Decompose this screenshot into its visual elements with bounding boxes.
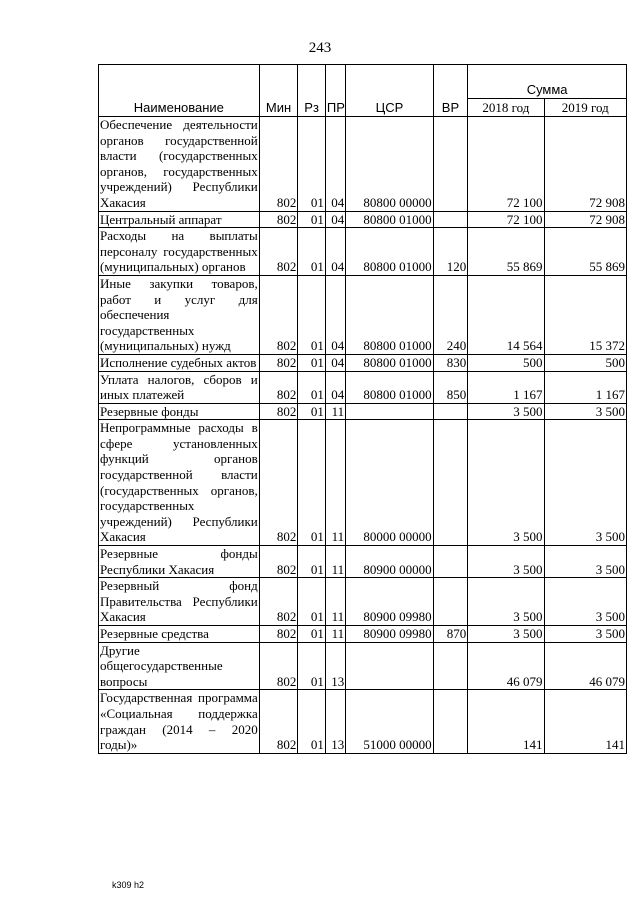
cell-2018: 3 500 (468, 403, 544, 420)
cell-vr (433, 403, 468, 420)
header-pr: ПР (325, 65, 345, 117)
cell-2018: 55 869 (468, 228, 544, 276)
cell-rz: 01 (298, 626, 325, 643)
cell-min: 802 (259, 275, 298, 354)
cell-name: Исполнение судебных актов (99, 354, 260, 371)
cell-2018: 3 500 (468, 626, 544, 643)
cell-name: Центральный аппарат (99, 211, 260, 228)
table-row (99, 211, 627, 228)
cell-2018: 3 500 (468, 546, 544, 578)
cell-2018: 500 (468, 354, 544, 371)
cell-vr: 120 (433, 228, 468, 276)
table-row (99, 228, 627, 276)
cell-pr: 04 (325, 275, 345, 354)
cell-pr: 04 (325, 228, 345, 276)
cell-2018: 14 564 (468, 275, 544, 354)
cell-2019: 3 500 (544, 626, 626, 643)
cell-vr (433, 546, 468, 578)
cell-pr: 13 (325, 642, 345, 690)
table-row (99, 626, 627, 643)
cell-csr: 80900 09980 (346, 626, 433, 643)
cell-name: Резервные фонды (99, 403, 260, 420)
cell-2018: 1 167 (468, 371, 544, 403)
cell-vr (433, 690, 468, 753)
header-name: Наименование (99, 65, 260, 117)
cell-min: 802 (259, 371, 298, 403)
header-vr: ВР (433, 65, 468, 117)
cell-vr: 850 (433, 371, 468, 403)
cell-pr: 11 (325, 403, 345, 420)
cell-csr (346, 642, 433, 690)
cell-csr: 80800 01000 (346, 371, 433, 403)
cell-name: Государственная программа «Социальная поддержка граждан (2014 – 2020 годы)» (100, 690, 258, 753)
cell-pr: 11 (325, 578, 345, 626)
cell-2019: 500 (544, 354, 626, 371)
cell-2019: 15 372 (544, 275, 626, 354)
cell-rz: 01 (298, 117, 325, 212)
cell-2018: 72 100 (468, 117, 544, 212)
cell-2018: 46 079 (468, 642, 544, 690)
cell-2019: 72 908 (544, 211, 626, 228)
cell-vr (433, 642, 468, 690)
cell-min: 802 (259, 578, 298, 626)
cell-pr: 11 (325, 546, 345, 578)
cell-name: Резервные фонды Республики Хакасия (100, 546, 258, 577)
table-row (99, 354, 627, 371)
header-rz: Рз (298, 65, 325, 117)
footer-code: k309 h2 (112, 880, 145, 890)
cell-rz: 01 (298, 403, 325, 420)
cell-rz: 01 (298, 275, 325, 354)
table-row (99, 275, 627, 354)
cell-min: 802 (259, 403, 298, 420)
cell-rz: 01 (298, 228, 325, 276)
cell-name: Непрограммные расходы в сфере установленных функций органов государственной власти (государственных органов, государственных учреждений) Республики Хакасия (100, 420, 258, 545)
cell-name: Резервные средства (99, 626, 260, 643)
cell-vr (433, 117, 468, 212)
cell-name: Обеспечение деятельности органов государственной власти (государственных органов, государственных учреждений) Республики Хакасия (100, 117, 258, 210)
cell-2019: 72 908 (544, 117, 626, 212)
cell-rz: 01 (298, 546, 325, 578)
cell-2019: 3 500 (544, 578, 626, 626)
cell-2019: 55 869 (544, 228, 626, 276)
cell-vr (433, 578, 468, 626)
header-sum: Сумма (468, 65, 627, 99)
cell-csr: 80900 00000 (346, 546, 433, 578)
cell-csr: 80000 00000 (346, 420, 433, 546)
cell-csr: 80800 01000 (346, 228, 433, 276)
table-row (99, 117, 627, 212)
cell-2019: 3 500 (544, 546, 626, 578)
cell-rz: 01 (298, 578, 325, 626)
cell-vr: 240 (433, 275, 468, 354)
table-row (99, 420, 627, 546)
cell-vr: 830 (433, 354, 468, 371)
cell-min: 802 (259, 626, 298, 643)
cell-2019: 3 500 (544, 420, 626, 546)
page-number: 243 (308, 40, 332, 56)
table-row (99, 546, 627, 578)
cell-min: 802 (259, 211, 298, 228)
cell-csr: 80800 00000 (346, 117, 433, 212)
cell-2018: 3 500 (468, 578, 544, 626)
cell-min: 802 (259, 546, 298, 578)
cell-pr: 13 (325, 690, 345, 753)
cell-csr: 80800 01000 (346, 275, 433, 354)
cell-name: Уплата налогов, сборов и иных платежей (100, 371, 258, 403)
cell-rz: 01 (298, 420, 325, 546)
cell-2018: 141 (468, 690, 544, 753)
cell-rz: 01 (298, 642, 325, 690)
cell-pr: 04 (325, 354, 345, 371)
cell-pr: 11 (325, 420, 345, 546)
cell-csr: 80800 01000 (346, 211, 433, 228)
header-2019: 2019 год (544, 99, 626, 117)
cell-vr: 870 (433, 626, 468, 643)
cell-2018: 72 100 (468, 211, 544, 228)
cell-min: 802 (259, 117, 298, 212)
table-row (99, 642, 627, 690)
cell-pr: 04 (325, 211, 345, 228)
cell-2019: 3 500 (544, 403, 626, 420)
cell-csr (346, 403, 433, 420)
cell-min: 802 (259, 228, 298, 276)
table-row (99, 578, 627, 626)
cell-name: Резервный фонд Правительства Республики Хакасия (100, 578, 258, 625)
cell-csr: 80900 09980 (346, 578, 433, 626)
cell-min: 802 (259, 354, 298, 371)
cell-pr: 04 (325, 371, 345, 403)
cell-2019: 1 167 (544, 371, 626, 403)
cell-2018: 3 500 (468, 420, 544, 546)
cell-2019: 46 079 (544, 642, 626, 690)
cell-rz: 01 (298, 211, 325, 228)
cell-csr: 80800 01000 (346, 354, 433, 371)
cell-rz: 01 (298, 354, 325, 371)
cell-rz: 01 (298, 690, 325, 753)
header-row (99, 65, 627, 99)
cell-pr: 11 (325, 626, 345, 643)
budget-table (98, 64, 627, 754)
cell-vr (433, 420, 468, 546)
header-csr: ЦСР (346, 65, 433, 117)
table-row (99, 403, 627, 420)
table-row (99, 371, 627, 403)
cell-vr (433, 211, 468, 228)
table-row (99, 690, 627, 753)
cell-name: Иные закупки товаров, работ и услуг для обеспечения государственных (муниципальных) нужд (100, 275, 258, 354)
cell-name: Расходы на выплаты персоналу государственных (муниципальных) органов (100, 228, 258, 275)
cell-name: Другие общегосударственные вопросы (99, 642, 260, 690)
cell-min: 802 (259, 642, 298, 690)
header-2018: 2018 год (468, 99, 544, 117)
cell-pr: 04 (325, 117, 345, 212)
cell-2019: 141 (544, 690, 626, 753)
cell-min: 802 (259, 420, 298, 546)
header-min: Мин (259, 65, 298, 117)
cell-rz: 01 (298, 371, 325, 403)
cell-min: 802 (259, 690, 298, 753)
cell-csr: 51000 00000 (346, 690, 433, 753)
